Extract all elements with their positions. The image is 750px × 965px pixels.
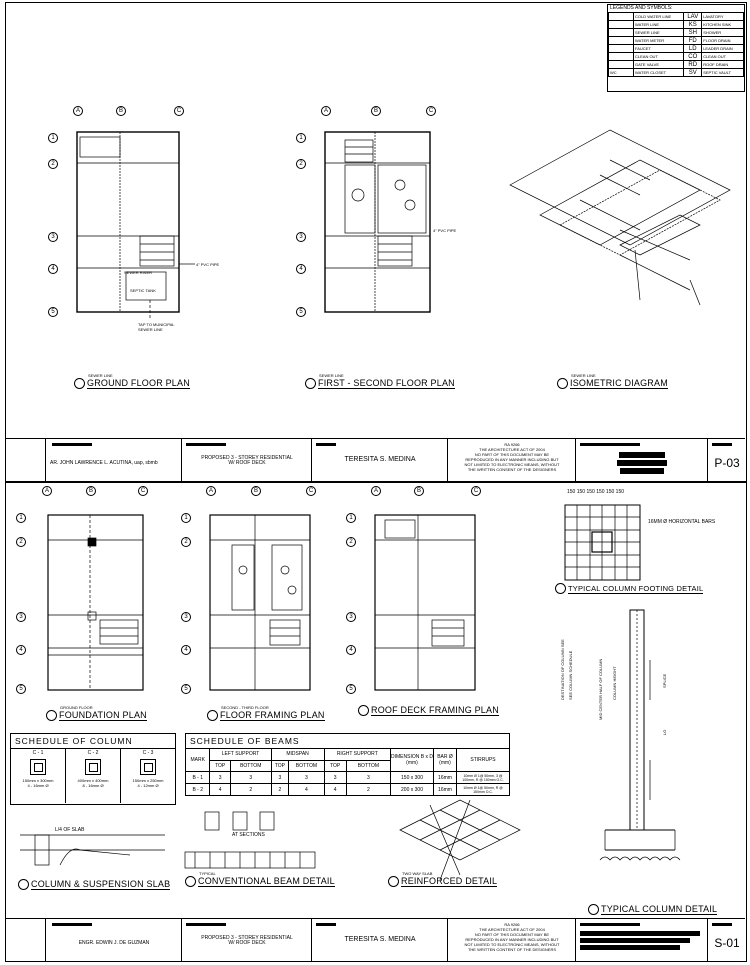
grid-row-bubble: 5 — [16, 684, 26, 694]
column-schedule-cell — [121, 749, 175, 803]
beam-schedule-table — [185, 748, 510, 796]
legend-desc: GATE VALVE — [634, 61, 684, 69]
legend-code_desc: ROOF DRAIN — [702, 61, 744, 69]
column-mark: C - 1 — [32, 750, 44, 756]
grid-column-bubble: A — [206, 486, 216, 496]
grid-row-bubble: 3 — [346, 612, 356, 622]
column-detail-label-2: SEE COLUMN SCHEDULE — [568, 650, 573, 700]
floor-framing-plan-title-block — [207, 705, 325, 721]
roof-deck-framing-plan-title-block — [358, 705, 499, 716]
legend-desc: COLD WATER LINE — [634, 13, 684, 21]
redacted-block — [580, 938, 690, 943]
plan-subtitle: TYPICAL — [199, 871, 216, 876]
grid-row-bubble: 2 — [48, 159, 58, 169]
grid-column-bubble: C — [138, 486, 148, 496]
slab-note: L/4 OF SLAB — [55, 827, 85, 833]
grid-row-bubble: 3 — [16, 612, 26, 622]
logo-bar — [712, 923, 732, 926]
sewer-riser-note: SEWER RISER — [124, 270, 153, 275]
legend-desc: WATER LINE — [634, 21, 684, 29]
beam-dim: 150 x 300 — [391, 772, 434, 784]
beam-row — [186, 772, 510, 784]
grid-column-bubble: B — [371, 106, 381, 116]
column-mark: C - 3 — [142, 750, 154, 756]
plan-title: FLOOR FRAMING PLAN — [220, 710, 325, 720]
legend-code: SH — [684, 29, 702, 37]
beam-bar-count: 4 — [324, 784, 346, 796]
section-marker-icon — [18, 879, 29, 890]
beam-header-dim: DIMENSION B x D (mm) — [391, 749, 434, 772]
grid-row-bubble: 2 — [346, 537, 356, 547]
beam-bar-count: 3 — [289, 772, 324, 784]
legend-title: LEGENDS AND SYMBOLS: — [610, 5, 673, 11]
footing-dims: 150 150 150 150 150 150 — [567, 489, 624, 495]
grid-row-bubble: 1 — [48, 133, 58, 143]
beam-header-mark: MARK — [186, 749, 210, 772]
grid-row-bubble: 4 — [16, 645, 26, 655]
beam-header-mid: MIDSPAN — [271, 749, 324, 761]
beam-stirrups: 10mm Ø 1@ 50mm, R @ 150mm O.C. — [457, 784, 510, 796]
logo-bar — [580, 923, 640, 926]
project-line-2: W/ ROOF DECK — [228, 940, 266, 946]
project-line-1: PROPOSED 3 - STOREY RESIDENTIAL — [201, 455, 293, 461]
slab-detail-title-block — [388, 871, 497, 887]
column-detail-label-1: DESTINATION OF COLUMN SEE — [560, 639, 565, 700]
column-schedule-cell — [66, 749, 121, 803]
architect-name: AR. JOHN LAWRENCE L. ACUTINA, uap, sbmb — [50, 460, 158, 466]
plan-title: ISOMETRIC DIAGRAM — [570, 378, 668, 388]
grid-row-bubble: 3 — [296, 232, 306, 242]
grid-row-bubble: 5 — [346, 684, 356, 694]
grid-row-bubble: 2 — [181, 537, 191, 547]
grid-row-bubble: 1 — [296, 133, 306, 143]
section-marker-icon — [185, 876, 196, 887]
legend-code: RD — [684, 61, 702, 69]
two-way-slab-drawing — [400, 800, 520, 880]
footing-note: 16MM Ø HORIZONTAL BARS — [648, 519, 716, 525]
column-schedule-cell — [11, 749, 66, 803]
beam-subheader: TOP — [210, 760, 230, 772]
plan-title: COLUMN & SUSPENSION SLAB — [31, 879, 171, 889]
grid-row-bubble: 3 — [48, 232, 58, 242]
owner-name: TERESITA S. MEDINA — [344, 936, 416, 943]
law-text: THE ARCHITECTURE ACT OF 2004 NO PART OF THIS DOCUMENT MAY BE REPRODUCED IN ANY MANNER INCLUDING BUT NOT LIMITED TO ELECTRONIC MEANS, WITHOUT THE WRITTEN CONSENT OF THE DESIGNERS — [464, 447, 560, 472]
plan-title: FIRST - SECOND FLOOR PLAN — [318, 378, 455, 388]
law-title: RA 9266 — [504, 442, 520, 447]
grid-column-bubble: C — [471, 486, 481, 496]
grid-column-bubble: B — [414, 486, 424, 496]
law-title: RA 9266 — [504, 922, 520, 927]
legend-code_desc: LEADER DRAIN — [702, 45, 744, 53]
beam-subheader: TOP — [271, 760, 289, 772]
project-line-2: W/ ROOF DECK — [228, 460, 266, 466]
legend-code: LD — [684, 45, 702, 53]
logo-bar — [52, 923, 92, 926]
beam-bar-count: 3 — [210, 772, 230, 784]
grid-row-bubble: 1 — [181, 513, 191, 523]
beam-schedule — [185, 733, 510, 796]
column-size: 150mm x 250mm — [132, 778, 164, 783]
plan-title: ROOF DECK FRAMING PLAN — [371, 705, 499, 715]
legend-desc: SEWER LINE — [634, 29, 684, 37]
plan-subtitle: GROUND FLOOR — [60, 705, 93, 710]
beam-subheader: BOTTOM — [230, 760, 271, 772]
title-block-s01 — [5, 918, 745, 961]
legend-code_desc: SEPTIC VAULT — [702, 69, 744, 77]
legend-code: CO — [684, 53, 702, 61]
pvc-pipe-note: 4" PVC PIPE — [196, 262, 220, 267]
section-marker-icon — [388, 876, 399, 887]
plan-subtitle: SEWER LINE — [88, 373, 113, 378]
beam-header-stirrups: STIRRUPS — [457, 749, 510, 772]
suspension-slab-title-block — [18, 874, 170, 890]
roof-deck-framing-plan-drawing — [375, 515, 475, 690]
beam-bar-count: 3 — [346, 772, 390, 784]
beam-header-left: LEFT SUPPORT — [210, 749, 271, 761]
tap-note: TAP TO MUNICIPAL SEWER LINE — [138, 322, 175, 332]
beam-stirrups: 10mm Ø 1@ 50mm, 3 @ 100mm, R @ 150mm O.C. — [457, 772, 510, 784]
beam-bar-count: 2 — [230, 784, 271, 796]
column-detail-label-3: MID CENTER HALF OF COLUMN — [598, 658, 603, 720]
section-marker-icon — [588, 904, 599, 915]
beam-bar-count: 4 — [210, 784, 230, 796]
beam-schedule-title: SCHEDULE OF BEAMS — [185, 733, 510, 748]
column-detail-label-4: COLUMN HEIGHT — [612, 666, 617, 700]
legend-code_desc: LAVATORY — [702, 13, 744, 21]
grid-row-bubble: 4 — [296, 264, 306, 274]
splice-label: SPLICE — [662, 673, 667, 688]
grid-column-bubble: B — [251, 486, 261, 496]
grid-row-bubble: 2 — [16, 537, 26, 547]
section-marker-icon — [555, 583, 566, 594]
legend-desc: WATER METER — [634, 37, 684, 45]
beam-bar-count: 3 — [324, 772, 346, 784]
page-number: S-01 — [714, 936, 740, 950]
legend-desc: WATER CLOSET — [634, 69, 684, 77]
project-line-1: PROPOSED 3 - STOREY RESIDENTIAL — [201, 935, 293, 941]
section-marker-icon — [358, 705, 369, 716]
legend-code: FD — [684, 37, 702, 45]
plan-title: REINFORCED DETAIL — [401, 876, 498, 886]
plan-title: GROUND FLOOR PLAN — [87, 378, 190, 388]
beam-subheader: TOP — [324, 760, 346, 772]
grid-row-bubble: 4 — [48, 264, 58, 274]
foundation-plan-title-block — [46, 705, 147, 721]
beam-bar-count: 3 — [230, 772, 271, 784]
grid-column-bubble: A — [73, 106, 83, 116]
footing-title: TYPICAL COLUMN FOOTING DETAIL — [568, 583, 704, 593]
beam-bar: 16mm — [434, 784, 457, 796]
beam-header-bar: BAR Ø (mm) — [434, 749, 457, 772]
legend-code_desc: KITCHEN SINK — [702, 21, 744, 29]
column-bars: 8 - 16mm Ø — [82, 783, 104, 788]
beam-bar-count: 2 — [346, 784, 390, 796]
plan-subtitle: SEWER LINE — [319, 373, 344, 378]
plan-subtitle: SECOND - THIRD FLOOR — [221, 705, 269, 710]
grid-column-bubble: C — [174, 106, 184, 116]
beam-detail-title-block — [185, 871, 335, 887]
column-detail-title-block — [588, 904, 717, 915]
grid-row-bubble: 4 — [346, 645, 356, 655]
grid-column-bubble: B — [86, 486, 96, 496]
grid-row-bubble: 5 — [48, 307, 58, 317]
plan-subtitle: TWO WAY SLAB — [402, 871, 433, 876]
page-number: P-03 — [714, 456, 740, 470]
legend-code_desc: CLEAN OUT — [702, 53, 744, 61]
grid-row-bubble: 5 — [296, 307, 306, 317]
column-schedule — [10, 733, 176, 805]
grid-column-bubble: C — [426, 106, 436, 116]
column-detail-title: TYPICAL COLUMN DETAIL — [601, 904, 718, 914]
plan-subtitle: SEWER LINE — [571, 373, 596, 378]
grid-row-bubble: 5 — [181, 684, 191, 694]
section-marker-icon — [207, 710, 218, 721]
grid-column-bubble: C — [306, 486, 316, 496]
legend-code: KS — [684, 21, 702, 29]
beam-row — [186, 784, 510, 796]
beam-header-right: RIGHT SUPPORT — [324, 749, 390, 761]
column-section-icon — [140, 759, 156, 775]
column-suspension-slab-drawing — [20, 835, 165, 865]
grid-row-bubble: 3 — [181, 612, 191, 622]
engineer-name: ENGR. EDWIN J. DE GUZMAN — [78, 940, 150, 946]
legend-code_desc: SHOWER — [702, 29, 744, 37]
grid-row-bubble: 1 — [16, 513, 26, 523]
redacted-block — [580, 931, 700, 936]
grid-row-bubble: 2 — [296, 159, 306, 169]
column-size: 150mm x 300mm — [22, 778, 54, 783]
grid-row-bubble: 1 — [346, 513, 356, 523]
floor-framing-plan-drawing — [210, 515, 310, 690]
plan-title: FOUNDATION PLAN — [59, 710, 147, 720]
column-section-icon — [85, 759, 101, 775]
column-bars: 4 - 16mm Ø — [27, 783, 49, 788]
septic-note: SEPTIC TANK — [130, 288, 156, 293]
grid-row-bubble: 4 — [181, 645, 191, 655]
lo-label: LO — [662, 729, 667, 735]
plan-title: CONVENTIONAL BEAM DETAIL — [198, 876, 335, 886]
beam-bar-count: 2 — [271, 784, 289, 796]
law-text: THE ARCHITECTURE ACT OF 2004 NO PART OF THIS DOCUMENT MAY BE REPRODUCED IN ANY MANNER INCLUDING BUT NOT LIMITED TO ELECTRONIC MEANS, WITHOUT THE WRITTEN CONTENT OF THE DESIGNERS — [464, 927, 560, 952]
column-size: 400mm x 400mm — [77, 778, 109, 783]
beam-subheader: BOTTOM — [289, 760, 324, 772]
beam-dim: 200 x 300 — [391, 784, 434, 796]
beam-bar: 16mm — [434, 772, 457, 784]
grid-column-bubble: B — [116, 106, 126, 116]
conventional-beam-drawing — [185, 812, 315, 868]
legend-desc: FAUCET — [634, 45, 684, 53]
legend-desc: CLEAN OUT — [634, 53, 684, 61]
grid-column-bubble: A — [371, 486, 381, 496]
redacted-block — [580, 945, 680, 950]
column-bars: 4 - 12mm Ø — [137, 783, 159, 788]
column-mark: C - 2 — [87, 750, 99, 756]
legend-code: LAV — [684, 13, 702, 21]
grid-column-bubble: A — [42, 486, 52, 496]
footing-title-block — [555, 583, 703, 594]
logo-bar — [186, 923, 226, 926]
footing-detail-drawing — [565, 505, 640, 580]
beam-bar-count: 3 — [271, 772, 289, 784]
logo-bar — [316, 923, 336, 926]
beam-subheader: BOTTOM — [346, 760, 390, 772]
column-section-icon — [30, 759, 46, 775]
owner-name: TERESITA S. MEDINA — [344, 456, 416, 463]
beam-bar-count: 4 — [289, 784, 324, 796]
section-marker-icon — [46, 710, 57, 721]
column-schedule-title: SCHEDULE OF COLUMN — [11, 734, 175, 749]
pvc-pipe-note-2: 4" PVC PIPE — [433, 228, 457, 233]
beam-note: AT SECTIONS — [232, 832, 265, 838]
beam-mark: B - 2 — [186, 784, 210, 796]
beam-mark: B - 1 — [186, 772, 210, 784]
grid-column-bubble: A — [321, 106, 331, 116]
legend-symbol: WC — [609, 69, 634, 77]
foundation-plan-drawing — [48, 515, 143, 690]
legend-code_desc: FLOOR DRAIN — [702, 37, 744, 45]
legend-code: SV — [684, 69, 702, 77]
